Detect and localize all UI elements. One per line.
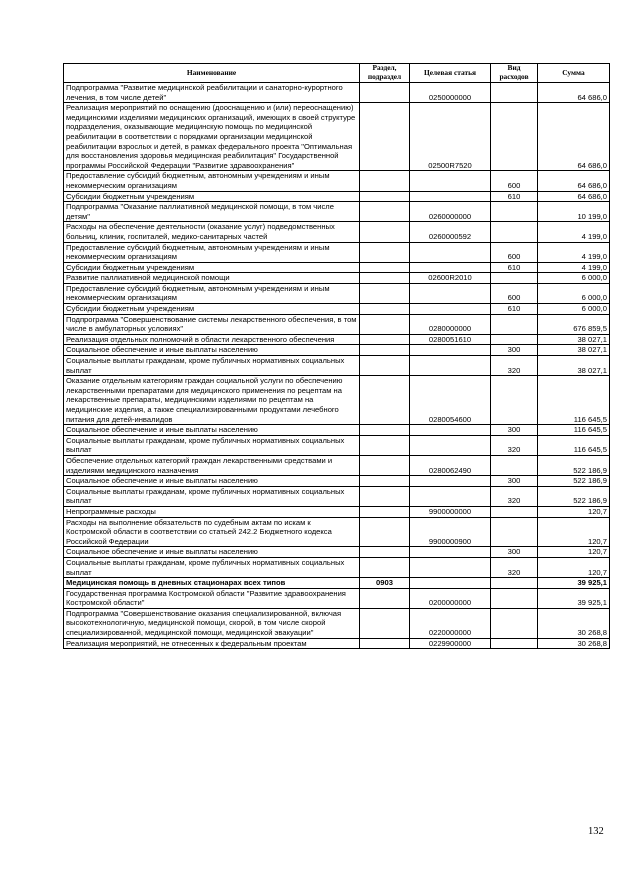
- cell-name: Реализация мероприятий по оснащению (дооснащению и (или) переоснащению) медицинскими изделиями медицинских организаций, имеющих в своей структуре подразделения, оказывающие медицинскую помощь по медицинской реабилитации в соответствии с порядками организации медицинской реабилитации взрослых и детей, в рамках федерального проекта "Оптимальная для восстановления здоровья медицинская реабилитация" Государственной программы Российской Федерации "Развитие здравоохранения": [64, 103, 360, 171]
- cell-section: [360, 242, 410, 262]
- cell-section: [360, 273, 410, 284]
- cell-type: [491, 638, 538, 649]
- table-row: [64, 376, 610, 425]
- table-row: [64, 273, 610, 284]
- cell-target: [410, 171, 491, 191]
- cell-target: [410, 356, 491, 376]
- table-row: [64, 171, 610, 191]
- cell-name: Непрограммные расходы: [64, 506, 360, 517]
- cell-sum: 116 645,5: [538, 435, 610, 455]
- table-row: [64, 103, 610, 171]
- cell-type: 300: [491, 425, 538, 436]
- page-number: 132: [588, 826, 604, 837]
- table-row: [64, 202, 610, 222]
- table-row: [64, 83, 610, 103]
- header-sum: Сумма: [538, 64, 610, 83]
- header-section: Раздел, подраздел: [360, 64, 410, 83]
- cell-target: 9900000900: [410, 517, 491, 547]
- table-row: [64, 334, 610, 345]
- cell-type: 300: [491, 345, 538, 356]
- cell-section: [360, 608, 410, 638]
- cell-target: [410, 191, 491, 202]
- cell-target: [410, 486, 491, 506]
- cell-sum: 120,7: [538, 517, 610, 547]
- cell-target: 0260000000: [410, 202, 491, 222]
- cell-type: 610: [491, 262, 538, 273]
- cell-target: 0220000000: [410, 608, 491, 638]
- cell-type: [491, 83, 538, 103]
- cell-section: [360, 506, 410, 517]
- cell-name: Социальные выплаты гражданам, кроме публичных нормативных социальных выплат: [64, 557, 360, 577]
- cell-target: 0280062490: [410, 455, 491, 475]
- table-row: [64, 304, 610, 315]
- cell-sum: 64 686,0: [538, 103, 610, 171]
- cell-type: 600: [491, 283, 538, 303]
- cell-sum: 4 199,0: [538, 242, 610, 262]
- cell-sum: 6 000,0: [538, 304, 610, 315]
- cell-name: Субсидии бюджетным учреждениям: [64, 191, 360, 202]
- cell-section: [360, 588, 410, 608]
- cell-name: Социальные выплаты гражданам, кроме публичных нормативных социальных выплат: [64, 486, 360, 506]
- cell-target: [410, 242, 491, 262]
- cell-name: Социальные выплаты гражданам, кроме публичных нормативных социальных выплат: [64, 356, 360, 376]
- cell-section: [360, 262, 410, 273]
- table-header-row: [64, 64, 610, 83]
- cell-name: Субсидии бюджетным учреждениям: [64, 304, 360, 315]
- cell-section: [360, 83, 410, 103]
- cell-sum: 120,7: [538, 557, 610, 577]
- cell-section: [360, 283, 410, 303]
- table-row: [64, 608, 610, 638]
- cell-section: 0903: [360, 578, 410, 589]
- table-row: [64, 455, 610, 475]
- table-row: [64, 547, 610, 558]
- cell-section: [360, 171, 410, 191]
- cell-type: [491, 517, 538, 547]
- cell-sum: 64 686,0: [538, 191, 610, 202]
- cell-sum: 4 199,0: [538, 262, 610, 273]
- table-row: [64, 242, 610, 262]
- cell-target: 0260000592: [410, 222, 491, 242]
- header-target: Целевая статья: [410, 64, 491, 83]
- cell-name: Реализация отдельных полномочий в области лекарственного обеспечения: [64, 334, 360, 345]
- cell-name: Социальное обеспечение и иные выплаты населению: [64, 547, 360, 558]
- cell-section: [360, 476, 410, 487]
- cell-name: Медицинская помощь в дневных стационарах всех типов: [64, 578, 360, 589]
- cell-type: [491, 376, 538, 425]
- cell-sum: 4 199,0: [538, 222, 610, 242]
- cell-target: 9900000000: [410, 506, 491, 517]
- cell-section: [360, 425, 410, 436]
- cell-target: [410, 578, 491, 589]
- cell-sum: 522 186,9: [538, 455, 610, 475]
- header-type: Вид расходов: [491, 64, 538, 83]
- cell-type: [491, 588, 538, 608]
- cell-target: 0200000000: [410, 588, 491, 608]
- cell-target: [410, 262, 491, 273]
- cell-target: [410, 304, 491, 315]
- cell-name: Расходы на выполнение обязательств по судебным актам по искам к Костромской области в соответствии со статьей 242.2 Бюджетного кодекса Российской Федерации: [64, 517, 360, 547]
- cell-name: Предоставление субсидий бюджетным, автономным учреждениям и иным некоммерческим организациям: [64, 242, 360, 262]
- budget-table: [63, 63, 610, 649]
- cell-section: [360, 547, 410, 558]
- cell-sum: 38 027,1: [538, 345, 610, 356]
- cell-target: 02500R7520: [410, 103, 491, 171]
- cell-sum: 30 268,8: [538, 638, 610, 649]
- table-row: [64, 486, 610, 506]
- cell-target: [410, 283, 491, 303]
- cell-name: Обеспечение отдельных категорий граждан лекарственными средствами и изделиями медицинского назначения: [64, 455, 360, 475]
- cell-sum: 30 268,8: [538, 608, 610, 638]
- cell-sum: 38 027,1: [538, 356, 610, 376]
- cell-section: [360, 191, 410, 202]
- cell-name: Расходы на обеспечение деятельности (оказание услуг) подведомственных больниц, клиник, госпиталей, медико-санитарных частей: [64, 222, 360, 242]
- cell-section: [360, 334, 410, 345]
- cell-type: 320: [491, 435, 538, 455]
- cell-section: [360, 638, 410, 649]
- table-row: [64, 222, 610, 242]
- cell-type: 600: [491, 171, 538, 191]
- cell-section: [360, 304, 410, 315]
- cell-sum: 6 000,0: [538, 273, 610, 284]
- table-row: [64, 578, 610, 589]
- cell-type: [491, 578, 538, 589]
- budget-table-page: [63, 63, 609, 649]
- cell-type: 320: [491, 356, 538, 376]
- cell-type: 300: [491, 547, 538, 558]
- table-row: [64, 191, 610, 202]
- cell-target: 0280051610: [410, 334, 491, 345]
- cell-name: Реализация мероприятий, не отнесенных к федеральным проектам: [64, 638, 360, 649]
- table-row: [64, 435, 610, 455]
- cell-name: Социальные выплаты гражданам, кроме публичных нормативных социальных выплат: [64, 435, 360, 455]
- table-row: [64, 262, 610, 273]
- cell-sum: 64 686,0: [538, 83, 610, 103]
- cell-type: [491, 506, 538, 517]
- cell-target: [410, 547, 491, 558]
- cell-section: [360, 103, 410, 171]
- cell-section: [360, 376, 410, 425]
- cell-name: Подпрограмма "Совершенствование системы лекарственного обеспечения, в том числе в амбулаторных условиях": [64, 314, 360, 334]
- cell-type: 320: [491, 486, 538, 506]
- header-name: Наименование: [64, 64, 360, 83]
- cell-name: Подпрограмма "Развитие медицинской реабилитации и санаторно-курортного лечения, в том числе детей": [64, 83, 360, 103]
- cell-sum: 120,7: [538, 547, 610, 558]
- cell-section: [360, 345, 410, 356]
- table-row: [64, 638, 610, 649]
- cell-type: [491, 202, 538, 222]
- cell-section: [360, 557, 410, 577]
- cell-type: [491, 222, 538, 242]
- cell-section: [360, 202, 410, 222]
- cell-section: [360, 486, 410, 506]
- cell-type: [491, 455, 538, 475]
- cell-target: 0250000000: [410, 83, 491, 103]
- cell-sum: 39 925,1: [538, 588, 610, 608]
- cell-sum: 676 859,5: [538, 314, 610, 334]
- cell-target: [410, 557, 491, 577]
- cell-name: Социальное обеспечение и иные выплаты населению: [64, 425, 360, 436]
- cell-type: 320: [491, 557, 538, 577]
- cell-sum: 10 199,0: [538, 202, 610, 222]
- table-row: [64, 517, 610, 547]
- cell-name: Предоставление субсидий бюджетным, автономным учреждениям и иным некоммерческим организациям: [64, 283, 360, 303]
- cell-name: Оказание отдельным категориям граждан социальной услуги по обеспечению лекарственными препаратами для медицинского применения по рецептам на лекарственные препараты, медицинскими изделиями по рецептам на медицинские изделия, а также специализированными продуктами лечебного питания для детей-инвалидов: [64, 376, 360, 425]
- cell-type: 610: [491, 304, 538, 315]
- cell-name: Подпрограмма "Совершенствование оказания специализированной, включая высокотехнологичную, медицинской помощи, скорой, в том числе скорой специализированной, медицинской помощи, медицинской эвакуации": [64, 608, 360, 638]
- cell-type: [491, 334, 538, 345]
- cell-sum: 522 186,9: [538, 486, 610, 506]
- cell-type: [491, 608, 538, 638]
- cell-sum: 120,7: [538, 506, 610, 517]
- table-row: [64, 557, 610, 577]
- cell-type: 600: [491, 242, 538, 262]
- cell-target: [410, 435, 491, 455]
- table-row: [64, 356, 610, 376]
- cell-target: [410, 345, 491, 356]
- table-row: [64, 476, 610, 487]
- cell-section: [360, 222, 410, 242]
- cell-target: [410, 476, 491, 487]
- cell-name: Развитие паллиативной медицинской помощи: [64, 273, 360, 284]
- cell-type: [491, 314, 538, 334]
- cell-section: [360, 314, 410, 334]
- cell-sum: 116 645,5: [538, 376, 610, 425]
- cell-section: [360, 435, 410, 455]
- cell-name: Подпрограмма "Оказание паллиативной медицинской помощи, в том числе детям": [64, 202, 360, 222]
- cell-type: [491, 103, 538, 171]
- table-row: [64, 314, 610, 334]
- cell-name: Предоставление субсидий бюджетным, автономным учреждениям и иным некоммерческим организациям: [64, 171, 360, 191]
- table-row: [64, 425, 610, 436]
- cell-type: 610: [491, 191, 538, 202]
- cell-name: Социальное обеспечение и иные выплаты населению: [64, 345, 360, 356]
- cell-sum: 64 686,0: [538, 171, 610, 191]
- cell-section: [360, 356, 410, 376]
- cell-name: Субсидии бюджетным учреждениям: [64, 262, 360, 273]
- cell-target: 0280054600: [410, 376, 491, 425]
- table-row: [64, 345, 610, 356]
- cell-sum: 116 645,5: [538, 425, 610, 436]
- cell-target: 0229900000: [410, 638, 491, 649]
- table-row: [64, 283, 610, 303]
- cell-sum: 39 925,1: [538, 578, 610, 589]
- cell-sum: 38 027,1: [538, 334, 610, 345]
- cell-section: [360, 455, 410, 475]
- cell-target: 0280000000: [410, 314, 491, 334]
- cell-sum: 6 000,0: [538, 283, 610, 303]
- table-row: [64, 506, 610, 517]
- cell-target: [410, 425, 491, 436]
- cell-name: Государственная программа Костромской области "Развитие здравоохранения Костромской области": [64, 588, 360, 608]
- table-row: [64, 588, 610, 608]
- cell-section: [360, 517, 410, 547]
- cell-target: 02600R2010: [410, 273, 491, 284]
- cell-type: 300: [491, 476, 538, 487]
- cell-type: [491, 273, 538, 284]
- cell-name: Социальное обеспечение и иные выплаты населению: [64, 476, 360, 487]
- cell-sum: 522 186,9: [538, 476, 610, 487]
